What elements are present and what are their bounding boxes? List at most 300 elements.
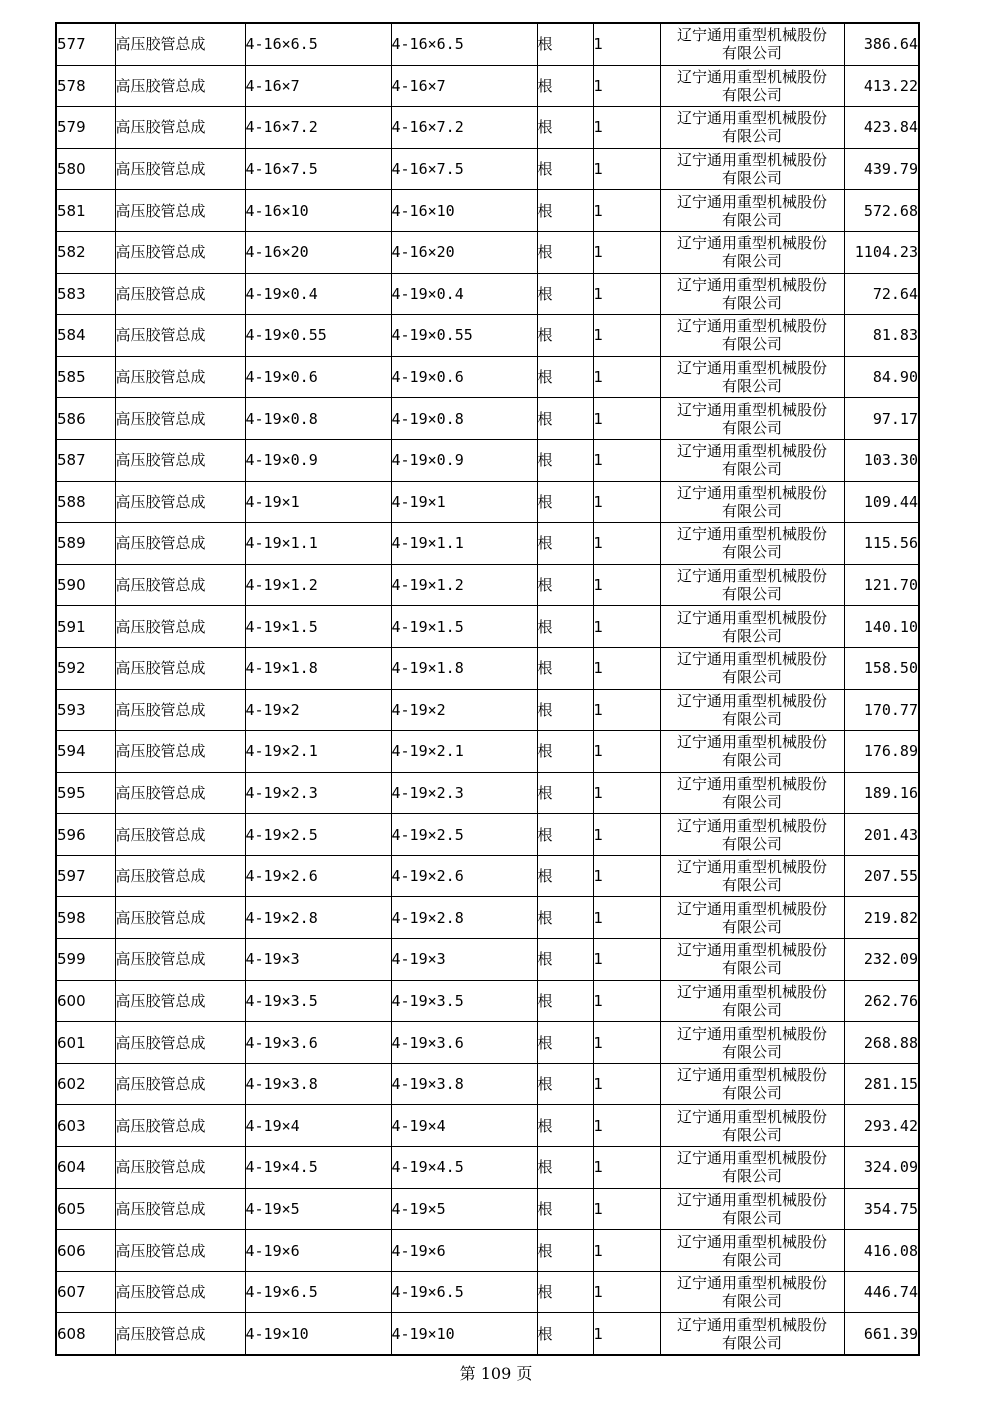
- quantity-cell: 1: [593, 1313, 660, 1355]
- table-row: [56, 148, 919, 190]
- manufacturer-line-2: 有限公司: [721, 1333, 782, 1352]
- manufacturer-line-2: 有限公司: [721, 1125, 782, 1144]
- manufacturer-cell: [660, 1022, 844, 1064]
- price-cell: 262.76: [844, 980, 919, 1022]
- manufacturer-line-2: 有限公司: [721, 418, 782, 437]
- unit-cell: 根: [537, 231, 593, 273]
- item-number-cell: 586: [56, 398, 115, 440]
- item-number-cell: 606: [56, 1230, 115, 1272]
- unit-cell: 根: [537, 606, 593, 648]
- manufacturer-cell: [660, 23, 844, 65]
- spec-cell: 4-16×10: [245, 190, 391, 232]
- manufacturer-cell: [660, 1271, 844, 1313]
- manufacturer-cell: [660, 855, 844, 897]
- manufacturer-line-2: 有限公司: [721, 709, 782, 728]
- spec-cell: 4-19×6.5: [245, 1271, 391, 1313]
- unit-cell: 根: [537, 439, 593, 481]
- manufacturer-line-2: 有限公司: [721, 1167, 782, 1186]
- manufacturer-line-2: 有限公司: [721, 1000, 782, 1019]
- price-cell: 324.09: [844, 1147, 919, 1189]
- manufacturer-line-2: 有限公司: [721, 501, 782, 520]
- manufacturer-line-1: 辽宁通用重型机械股份: [676, 941, 827, 960]
- item-number-cell: 585: [56, 356, 115, 398]
- price-cell: 446.74: [844, 1271, 919, 1313]
- manufacturer-line-1: 辽宁通用重型机械股份: [676, 442, 827, 461]
- table-row: [56, 231, 919, 273]
- product-name-cell: 高压胶管总成: [115, 439, 245, 481]
- table-row: [56, 855, 919, 897]
- spec-cell: 4-19×2.3: [245, 772, 391, 814]
- item-number-cell: 600: [56, 980, 115, 1022]
- spec-cell: 4-19×5: [245, 1188, 391, 1230]
- unit-cell: 根: [537, 939, 593, 981]
- price-cell: 661.39: [844, 1313, 919, 1355]
- item-number-cell: 587: [56, 439, 115, 481]
- manufacturer-line-2: 有限公司: [721, 293, 782, 312]
- price-cell: 201.43: [844, 814, 919, 856]
- item-number-cell: 603: [56, 1105, 115, 1147]
- manufacturer-line-1: 辽宁通用重型机械股份: [676, 608, 827, 627]
- price-cell: 84.90: [844, 356, 919, 398]
- manufacturer-line-2: 有限公司: [721, 335, 782, 354]
- price-cell: 189.16: [844, 772, 919, 814]
- quantity-cell: 1: [593, 1271, 660, 1313]
- manufacturer-cell: [660, 1105, 844, 1147]
- product-name-cell: 高压胶管总成: [115, 772, 245, 814]
- price-cell: 281.15: [844, 1063, 919, 1105]
- quantity-cell: 1: [593, 689, 660, 731]
- model-cell: 4-19×0.55: [391, 315, 537, 357]
- manufacturer-cell: [660, 731, 844, 773]
- unit-cell: 根: [537, 273, 593, 315]
- manufacturer-line-2: 有限公司: [721, 668, 782, 687]
- spec-cell: 4-16×20: [245, 231, 391, 273]
- quantity-cell: 1: [593, 148, 660, 190]
- manufacturer-line-2: 有限公司: [721, 751, 782, 770]
- product-name-cell: 高压胶管总成: [115, 1147, 245, 1189]
- table-row: [56, 564, 919, 606]
- spec-cell: 4-16×7: [245, 65, 391, 107]
- unit-cell: 根: [537, 772, 593, 814]
- manufacturer-cell: [660, 148, 844, 190]
- quantity-cell: 1: [593, 190, 660, 232]
- product-name-cell: 高压胶管总成: [115, 231, 245, 273]
- price-cell: 572.68: [844, 190, 919, 232]
- product-name-cell: 高压胶管总成: [115, 523, 245, 565]
- manufacturer-line-1: 辽宁通用重型机械股份: [676, 691, 827, 710]
- model-cell: 4-19×2.5: [391, 814, 537, 856]
- table-row: [56, 731, 919, 773]
- item-number-cell: 582: [56, 231, 115, 273]
- spec-cell: 4-19×4.5: [245, 1147, 391, 1189]
- item-number-cell: 588: [56, 481, 115, 523]
- product-name-cell: 高压胶管总成: [115, 23, 245, 65]
- unit-cell: 根: [537, 814, 593, 856]
- manufacturer-line-1: 辽宁通用重型机械股份: [676, 192, 827, 211]
- price-cell: 413.22: [844, 65, 919, 107]
- spec-cell: 4-19×0.8: [245, 398, 391, 440]
- manufacturer-line-1: 辽宁通用重型机械股份: [676, 733, 827, 752]
- unit-cell: 根: [537, 315, 593, 357]
- manufacturer-cell: [660, 814, 844, 856]
- product-name-cell: 高压胶管总成: [115, 481, 245, 523]
- model-cell: 4-19×2.6: [391, 855, 537, 897]
- manufacturer-cell: [660, 315, 844, 357]
- spec-cell: 4-19×0.9: [245, 439, 391, 481]
- quantity-cell: 1: [593, 439, 660, 481]
- price-cell: 121.70: [844, 564, 919, 606]
- price-cell: 97.17: [844, 398, 919, 440]
- item-number-cell: 598: [56, 897, 115, 939]
- unit-cell: 根: [537, 1230, 593, 1272]
- manufacturer-cell: [660, 1188, 844, 1230]
- price-cell: 109.44: [844, 481, 919, 523]
- spec-cell: 4-19×2.1: [245, 731, 391, 773]
- spec-cell: 4-19×0.6: [245, 356, 391, 398]
- quantity-cell: 1: [593, 564, 660, 606]
- manufacturer-line-1: 辽宁通用重型机械股份: [676, 275, 827, 294]
- item-number-cell: 602: [56, 1063, 115, 1105]
- model-cell: 4-19×1: [391, 481, 537, 523]
- spec-cell: 4-19×2.6: [245, 855, 391, 897]
- item-number-cell: 589: [56, 523, 115, 565]
- spec-cell: 4-19×1.2: [245, 564, 391, 606]
- product-name-cell: 高压胶管总成: [115, 1105, 245, 1147]
- product-name-cell: 高压胶管总成: [115, 564, 245, 606]
- item-number-cell: 581: [56, 190, 115, 232]
- manufacturer-cell: [660, 523, 844, 565]
- quantity-cell: 1: [593, 23, 660, 65]
- model-cell: 4-19×1.1: [391, 523, 537, 565]
- spec-cell: 4-19×10: [245, 1313, 391, 1355]
- manufacturer-line-1: 辽宁通用重型机械股份: [676, 650, 827, 669]
- unit-cell: 根: [537, 1271, 593, 1313]
- item-number-cell: 604: [56, 1147, 115, 1189]
- product-name-cell: 高压胶管总成: [115, 897, 245, 939]
- manufacturer-line-2: 有限公司: [721, 460, 782, 479]
- manufacturer-line-1: 辽宁通用重型机械股份: [676, 109, 827, 128]
- model-cell: 4-19×0.8: [391, 398, 537, 440]
- spec-cell: 4-19×2: [245, 689, 391, 731]
- spec-cell: 4-19×6: [245, 1230, 391, 1272]
- table-row: [56, 980, 919, 1022]
- table-row: [56, 1271, 919, 1313]
- price-cell: 354.75: [844, 1188, 919, 1230]
- quantity-cell: 1: [593, 1022, 660, 1064]
- quantity-cell: 1: [593, 1188, 660, 1230]
- table-row: [56, 647, 919, 689]
- unit-cell: 根: [537, 1022, 593, 1064]
- manufacturer-line-2: 有限公司: [721, 377, 782, 396]
- table-row: [56, 1230, 919, 1272]
- price-cell: 158.50: [844, 647, 919, 689]
- table-row: [56, 107, 919, 149]
- quantity-cell: 1: [593, 1105, 660, 1147]
- price-cell: 439.79: [844, 148, 919, 190]
- item-number-cell: 579: [56, 107, 115, 149]
- manufacturer-line-2: 有限公司: [721, 959, 782, 978]
- manufacturer-line-1: 辽宁通用重型机械股份: [676, 982, 827, 1001]
- price-cell: 170.77: [844, 689, 919, 731]
- manufacturer-line-1: 辽宁通用重型机械股份: [676, 151, 827, 170]
- manufacturer-line-1: 辽宁通用重型机械股份: [676, 899, 827, 918]
- model-cell: 4-19×0.4: [391, 273, 537, 315]
- table-row: [56, 190, 919, 232]
- manufacturer-line-2: 有限公司: [721, 1250, 782, 1269]
- product-name-cell: 高压胶管总成: [115, 1271, 245, 1313]
- product-name-cell: 高压胶管总成: [115, 107, 245, 149]
- spec-cell: 4-19×1.1: [245, 523, 391, 565]
- unit-cell: 根: [537, 980, 593, 1022]
- manufacturer-line-2: 有限公司: [721, 169, 782, 188]
- quantity-cell: 1: [593, 107, 660, 149]
- unit-cell: 根: [537, 731, 593, 773]
- quantity-cell: 1: [593, 523, 660, 565]
- unit-cell: 根: [537, 523, 593, 565]
- item-number-cell: 580: [56, 148, 115, 190]
- manufacturer-cell: [660, 606, 844, 648]
- model-cell: 4-19×2: [391, 689, 537, 731]
- table-row: [56, 439, 919, 481]
- product-name-cell: 高压胶管总成: [115, 356, 245, 398]
- unit-cell: 根: [537, 356, 593, 398]
- manufacturer-cell: [660, 439, 844, 481]
- spec-cell: 4-19×3: [245, 939, 391, 981]
- price-cell: 219.82: [844, 897, 919, 939]
- table-row: [56, 481, 919, 523]
- table-row: [56, 315, 919, 357]
- model-cell: 4-16×7.2: [391, 107, 537, 149]
- quantity-cell: 1: [593, 1063, 660, 1105]
- unit-cell: 根: [537, 1313, 593, 1355]
- quantity-cell: 1: [593, 1230, 660, 1272]
- manufacturer-line-1: 辽宁通用重型机械股份: [676, 858, 827, 877]
- spec-cell: 4-19×1.5: [245, 606, 391, 648]
- product-name-cell: 高压胶管总成: [115, 148, 245, 190]
- price-cell: 72.64: [844, 273, 919, 315]
- spec-cell: 4-16×7.5: [245, 148, 391, 190]
- table-row: [56, 1188, 919, 1230]
- page-number: 第 109 页: [459, 1364, 533, 1383]
- manufacturer-line-1: 辽宁通用重型机械股份: [676, 1190, 827, 1209]
- table-row: [56, 398, 919, 440]
- model-cell: 4-19×3.5: [391, 980, 537, 1022]
- quantity-cell: 1: [593, 315, 660, 357]
- table-row: [56, 1147, 919, 1189]
- model-cell: 4-19×6: [391, 1230, 537, 1272]
- item-number-cell: 596: [56, 814, 115, 856]
- table-row: [56, 772, 919, 814]
- manufacturer-cell: [660, 65, 844, 107]
- table-row: [56, 897, 919, 939]
- item-number-cell: 592: [56, 647, 115, 689]
- model-cell: 4-19×0.9: [391, 439, 537, 481]
- unit-cell: 根: [537, 65, 593, 107]
- manufacturer-line-1: 辽宁通用重型机械股份: [676, 774, 827, 793]
- unit-cell: 根: [537, 897, 593, 939]
- table-row: [56, 939, 919, 981]
- spec-cell: 4-19×0.55: [245, 315, 391, 357]
- manufacturer-cell: [660, 1313, 844, 1355]
- price-cell: 423.84: [844, 107, 919, 149]
- manufacturer-cell: [660, 564, 844, 606]
- unit-cell: 根: [537, 148, 593, 190]
- item-number-cell: 577: [56, 23, 115, 65]
- item-number-cell: 605: [56, 1188, 115, 1230]
- quantity-cell: 1: [593, 772, 660, 814]
- spec-cell: 4-19×2.8: [245, 897, 391, 939]
- manufacturer-line-1: 辽宁通用重型机械股份: [676, 1315, 827, 1334]
- table-row: [56, 814, 919, 856]
- manufacturer-cell: [660, 689, 844, 731]
- product-name-cell: 高压胶管总成: [115, 1063, 245, 1105]
- product-name-cell: 高压胶管总成: [115, 273, 245, 315]
- table-row: [56, 356, 919, 398]
- manufacturer-line-2: 有限公司: [721, 85, 782, 104]
- product-name-cell: 高压胶管总成: [115, 315, 245, 357]
- table-body: [56, 23, 919, 1355]
- manufacturer-cell: [660, 398, 844, 440]
- item-number-cell: 593: [56, 689, 115, 731]
- product-name-cell: 高压胶管总成: [115, 65, 245, 107]
- item-number-cell: 599: [56, 939, 115, 981]
- unit-cell: 根: [537, 1188, 593, 1230]
- table-row: [56, 523, 919, 565]
- spec-cell: 4-19×1.8: [245, 647, 391, 689]
- manufacturer-line-1: 辽宁通用重型机械股份: [676, 1066, 827, 1085]
- model-cell: 4-19×3.8: [391, 1063, 537, 1105]
- spec-cell: 4-16×7.2: [245, 107, 391, 149]
- manufacturer-line-1: 辽宁通用重型机械股份: [676, 483, 827, 502]
- spec-cell: 4-19×3.6: [245, 1022, 391, 1064]
- manufacturer-line-2: 有限公司: [721, 1084, 782, 1103]
- unit-cell: 根: [537, 1063, 593, 1105]
- price-cell: 293.42: [844, 1105, 919, 1147]
- product-name-cell: 高压胶管总成: [115, 1313, 245, 1355]
- model-cell: 4-19×2.1: [391, 731, 537, 773]
- model-cell: 4-19×5: [391, 1188, 537, 1230]
- manufacturer-cell: [660, 980, 844, 1022]
- price-cell: 268.88: [844, 1022, 919, 1064]
- manufacturer-line-2: 有限公司: [721, 1208, 782, 1227]
- model-cell: 4-19×2.3: [391, 772, 537, 814]
- table-row: [56, 689, 919, 731]
- price-cell: 1104.23: [844, 231, 919, 273]
- price-cell: 207.55: [844, 855, 919, 897]
- manufacturer-line-1: 辽宁通用重型机械股份: [676, 1149, 827, 1168]
- item-number-cell: 583: [56, 273, 115, 315]
- quantity-cell: 1: [593, 398, 660, 440]
- manufacturer-cell: [660, 772, 844, 814]
- unit-cell: 根: [537, 689, 593, 731]
- product-name-cell: 高压胶管总成: [115, 731, 245, 773]
- manufacturer-cell: [660, 231, 844, 273]
- unit-cell: 根: [537, 1147, 593, 1189]
- spec-cell: 4-16×6.5: [245, 23, 391, 65]
- model-cell: 4-19×2.8: [391, 897, 537, 939]
- manufacturer-line-2: 有限公司: [721, 792, 782, 811]
- unit-cell: 根: [537, 398, 593, 440]
- table-row: [56, 1105, 919, 1147]
- product-name-cell: 高压胶管总成: [115, 398, 245, 440]
- product-name-cell: 高压胶管总成: [115, 1230, 245, 1272]
- manufacturer-cell: [660, 1230, 844, 1272]
- product-name-cell: 高压胶管总成: [115, 814, 245, 856]
- unit-cell: 根: [537, 190, 593, 232]
- manufacturer-line-1: 辽宁通用重型机械股份: [676, 1024, 827, 1043]
- quantity-cell: 1: [593, 356, 660, 398]
- product-name-cell: 高压胶管总成: [115, 190, 245, 232]
- unit-cell: 根: [537, 855, 593, 897]
- table-row: [56, 273, 919, 315]
- price-cell: 416.08: [844, 1230, 919, 1272]
- price-table: [55, 22, 920, 1356]
- manufacturer-cell: [660, 273, 844, 315]
- manufacturer-line-1: 辽宁通用重型机械股份: [676, 567, 827, 586]
- manufacturer-cell: [660, 481, 844, 523]
- table-row: [56, 23, 919, 65]
- product-name-cell: 高压胶管总成: [115, 980, 245, 1022]
- product-name-cell: 高压胶管总成: [115, 647, 245, 689]
- item-number-cell: 608: [56, 1313, 115, 1355]
- quantity-cell: 1: [593, 231, 660, 273]
- item-number-cell: 590: [56, 564, 115, 606]
- manufacturer-line-1: 辽宁通用重型机械股份: [676, 400, 827, 419]
- quantity-cell: 1: [593, 273, 660, 315]
- model-cell: 4-19×0.6: [391, 356, 537, 398]
- unit-cell: 根: [537, 107, 593, 149]
- model-cell: 4-19×1.5: [391, 606, 537, 648]
- item-number-cell: 597: [56, 855, 115, 897]
- model-cell: 4-19×3.6: [391, 1022, 537, 1064]
- manufacturer-line-1: 辽宁通用重型机械股份: [676, 234, 827, 253]
- manufacturer-cell: [660, 107, 844, 149]
- model-cell: 4-19×4: [391, 1105, 537, 1147]
- manufacturer-line-2: 有限公司: [721, 917, 782, 936]
- manufacturer-line-2: 有限公司: [721, 44, 782, 63]
- quantity-cell: 1: [593, 1147, 660, 1189]
- item-number-cell: 594: [56, 731, 115, 773]
- item-number-cell: 607: [56, 1271, 115, 1313]
- manufacturer-line-2: 有限公司: [721, 1042, 782, 1061]
- manufacturer-line-1: 辽宁通用重型机械股份: [676, 26, 827, 45]
- quantity-cell: 1: [593, 855, 660, 897]
- item-number-cell: 578: [56, 65, 115, 107]
- manufacturer-cell: [660, 190, 844, 232]
- unit-cell: 根: [537, 647, 593, 689]
- manufacturer-line-1: 辽宁通用重型机械股份: [676, 525, 827, 544]
- table-row: [56, 606, 919, 648]
- price-cell: 103.30: [844, 439, 919, 481]
- product-name-cell: 高压胶管总成: [115, 855, 245, 897]
- item-number-cell: 584: [56, 315, 115, 357]
- manufacturer-line-1: 辽宁通用重型机械股份: [676, 359, 827, 378]
- model-cell: 4-19×1.8: [391, 647, 537, 689]
- manufacturer-line-2: 有限公司: [721, 1292, 782, 1311]
- model-cell: 4-16×20: [391, 231, 537, 273]
- manufacturer-cell: [660, 1147, 844, 1189]
- manufacturer-line-2: 有限公司: [721, 876, 782, 895]
- product-name-cell: 高压胶管总成: [115, 1188, 245, 1230]
- unit-cell: 根: [537, 23, 593, 65]
- unit-cell: 根: [537, 481, 593, 523]
- spec-cell: 4-19×3.8: [245, 1063, 391, 1105]
- manufacturer-line-2: 有限公司: [721, 543, 782, 562]
- table-row: [56, 1313, 919, 1355]
- quantity-cell: 1: [593, 606, 660, 648]
- model-cell: 4-16×7: [391, 65, 537, 107]
- quantity-cell: 1: [593, 65, 660, 107]
